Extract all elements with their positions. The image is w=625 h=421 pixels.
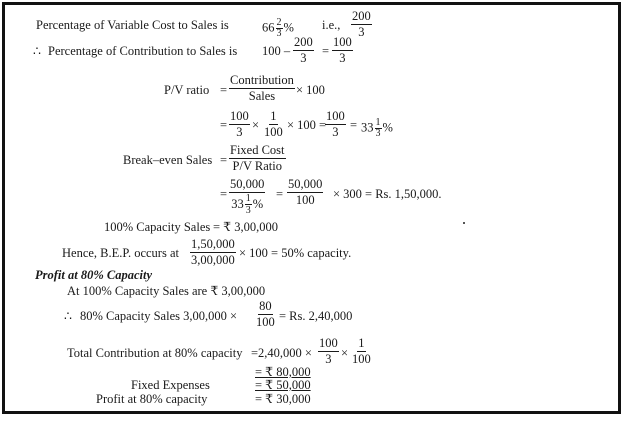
bep-fraction bbox=[190, 238, 236, 267]
mixed-whole: 66 bbox=[262, 20, 275, 35]
pv-ratio-result bbox=[361, 118, 393, 139]
mixed-fraction bbox=[245, 194, 252, 216]
equals-sign: = bbox=[350, 118, 358, 132]
equals-sign: = bbox=[220, 187, 228, 201]
fraction-numerator: 1 bbox=[358, 336, 365, 350]
profit-value: = ₹ 30,000 bbox=[255, 392, 311, 406]
total-contribution-fraction-1 bbox=[318, 337, 339, 366]
mixed-whole: 33 bbox=[361, 120, 374, 135]
eighty-percent-fraction bbox=[255, 300, 276, 329]
fraction-denominator: 3 bbox=[332, 125, 339, 139]
fraction-numerator: 200 bbox=[294, 35, 313, 49]
contribution-fraction-2 bbox=[332, 36, 353, 65]
equals-sign: = bbox=[322, 44, 330, 58]
fraction-numerator: 50,000 bbox=[288, 177, 323, 191]
fixed-expenses-value: = ₹ 50,000 bbox=[255, 378, 311, 392]
fraction-denominator: 3 bbox=[325, 352, 332, 366]
fraction-numerator: 200 bbox=[352, 9, 371, 23]
profit-label: Profit at 80% capacity bbox=[96, 392, 208, 406]
fraction-denominator bbox=[230, 193, 264, 216]
fraction-denominator: 100 bbox=[264, 125, 283, 139]
pv-ratio-label: P/V ratio bbox=[164, 83, 210, 97]
therefore-symbol: ∴ bbox=[64, 309, 72, 323]
fraction-numerator: 1,50,000 bbox=[191, 237, 235, 251]
fraction-denominator: 3 bbox=[236, 125, 243, 139]
mixed-num: 1 bbox=[375, 117, 381, 128]
break-even-formula-fraction bbox=[229, 144, 286, 173]
pv-calc-fraction-2 bbox=[263, 110, 284, 139]
pv-calc-fraction-1 bbox=[229, 110, 250, 139]
equals-sign: = bbox=[220, 153, 228, 167]
fraction-denominator: 100 bbox=[295, 193, 315, 207]
mixed-den: 3 bbox=[245, 205, 251, 216]
fraction-denominator: 3 bbox=[358, 25, 365, 39]
lhs-text: 100 – bbox=[262, 44, 291, 58]
fixed-expenses-label: Fixed Expenses bbox=[131, 378, 210, 392]
times-100: × 100 bbox=[296, 83, 325, 97]
fraction-denominator: 100 bbox=[352, 352, 371, 366]
fraction-denominator: 3 bbox=[300, 51, 307, 65]
fraction-numerator: 80 bbox=[259, 299, 272, 313]
capacity-sales-value: = ₹ 3,00,000 bbox=[213, 220, 279, 234]
mixed-den: 3 bbox=[375, 128, 381, 139]
mixed-fraction bbox=[276, 18, 283, 39]
fraction-denominator: 3 bbox=[339, 51, 346, 65]
fraction-numerator: 100 bbox=[230, 109, 249, 123]
total-contribution-expression: =2,40,000 × bbox=[251, 346, 312, 360]
equals-sign: = bbox=[220, 118, 228, 132]
contribution-fraction-1 bbox=[293, 36, 314, 65]
fraction-numerator: 1 bbox=[270, 109, 277, 123]
fraction-denominator: 3,00,000 bbox=[191, 253, 235, 267]
ie-text: i.e., bbox=[322, 18, 341, 32]
fraction-numerator: 100 bbox=[326, 109, 345, 123]
pv-formula-fraction bbox=[229, 74, 295, 103]
bep-text: Hence, B.E.P. occurs at bbox=[62, 246, 179, 260]
fraction-numerator: 100 bbox=[333, 35, 352, 49]
break-even-result: × 300 = Rs. 1,50,000. bbox=[333, 187, 442, 201]
eighty-percent-sales-text: 80% Capacity Sales 3,00,000 × bbox=[80, 309, 238, 323]
therefore-symbol: ∴ bbox=[33, 44, 41, 58]
contribution-percentage-text: Percentage of Contribution to Sales is bbox=[48, 44, 238, 58]
break-even-calc-fraction-2 bbox=[287, 178, 323, 207]
variable-cost-fraction bbox=[351, 10, 372, 39]
mixed-fraction bbox=[375, 118, 382, 139]
total-contribution-value: = ₹ 80,000 bbox=[255, 365, 311, 379]
percent-sign: % bbox=[283, 20, 294, 35]
fraction-denominator: 100 bbox=[256, 315, 275, 329]
capacity-sales-label: 100% Capacity Sales bbox=[104, 220, 211, 234]
eighty-percent-sales-result: = Rs. 2,40,000 bbox=[279, 309, 353, 323]
variable-cost-text: Percentage of Variable Cost to Sales is bbox=[36, 18, 229, 32]
times-100-equals: × 100 = bbox=[287, 118, 327, 132]
mixed-num: 2 bbox=[276, 17, 282, 28]
mixed-num: 1 bbox=[245, 193, 251, 204]
bep-result: × 100 = 50% capacity. bbox=[239, 246, 352, 260]
section-heading: Profit at 80% Capacity bbox=[35, 268, 152, 282]
total-contribution-label: Total Contribution at 80% capacity bbox=[67, 346, 243, 360]
fraction-numerator: 100 bbox=[319, 336, 338, 350]
percent-sign: % bbox=[252, 196, 264, 211]
fraction-numerator: Contribution bbox=[230, 73, 294, 87]
scan-speck bbox=[463, 222, 465, 224]
fraction-numerator: Fixed Cost bbox=[230, 143, 285, 157]
fraction-numerator: 50,000 bbox=[230, 177, 265, 191]
variable-cost-percentage bbox=[262, 18, 294, 39]
mixed-whole: 33 bbox=[231, 196, 244, 211]
equals-sign: = bbox=[276, 187, 284, 201]
percent-sign: % bbox=[382, 120, 393, 135]
break-even-calc-fraction-1 bbox=[229, 178, 265, 216]
equals-sign: = bbox=[220, 83, 228, 97]
fraction-denominator: Sales bbox=[248, 89, 276, 103]
break-even-label: Break–even Sales bbox=[123, 153, 213, 167]
times-sign: × bbox=[252, 118, 260, 132]
fraction-denominator: P/V Ratio bbox=[232, 159, 282, 173]
pv-calc-fraction-3 bbox=[325, 110, 346, 139]
mixed-den: 3 bbox=[276, 28, 282, 39]
capacity-sales-statement: At 100% Capacity Sales are ₹ 3,00,000 bbox=[67, 284, 266, 298]
total-contribution-fraction-2 bbox=[351, 337, 372, 366]
times-sign: × bbox=[341, 346, 349, 360]
